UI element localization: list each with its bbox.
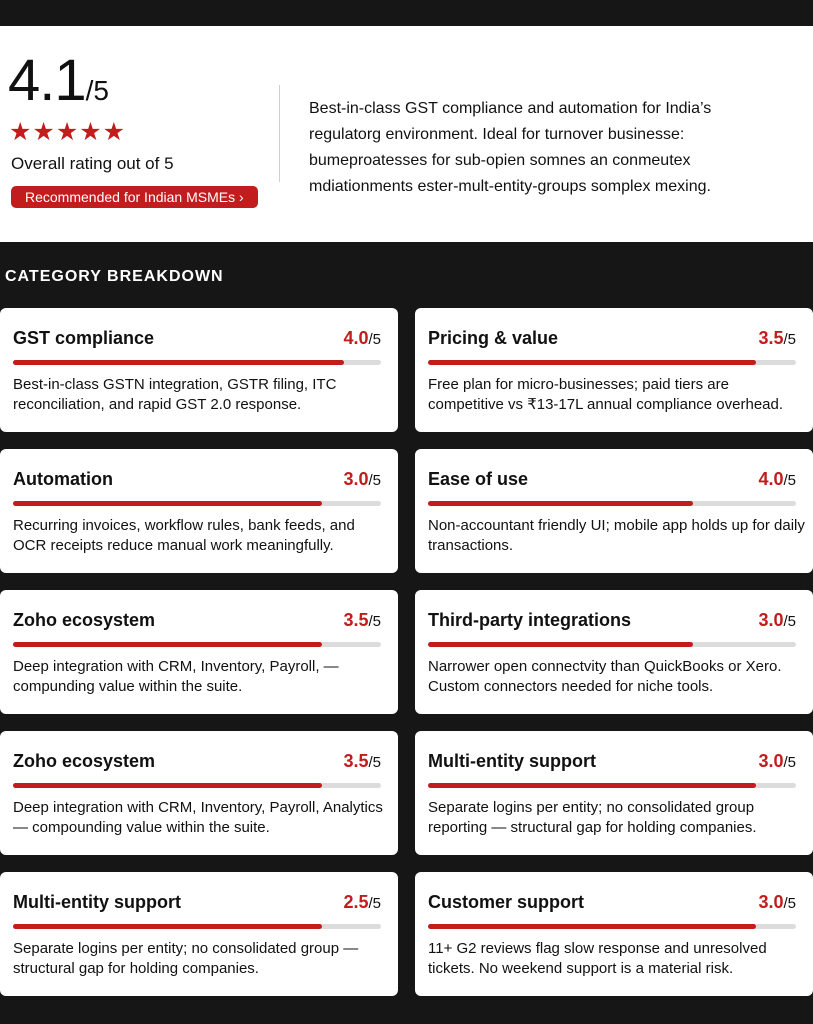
category-name: Ease of use [428,469,529,489]
score-bar-track [428,360,796,365]
category-breakdown-heading: CATEGORY BREAKDOWN [5,268,224,285]
category-score-value: 3.5 [758,328,784,348]
category-description: Non-accountant friendly UI; mobile app holds up for daily transactions. [428,517,805,554]
category-name: Multi-entity support [428,751,596,771]
category-name: Zoho ecosystem [13,751,156,771]
summary-line: Best-in-class GST compliance and automation for India’s [309,100,712,117]
summary-line: bumeproatesses for sub-opien somnes an conmeutex [309,152,691,169]
category-description: Deep integration with CRM, Inventory, Payroll, Analytics — compounding value within the suite. [13,799,383,836]
category-score-value: 3.0 [758,610,784,630]
category-name: Multi-entity support [13,892,181,912]
category-card [415,590,813,714]
category-score-value: 3.5 [343,751,369,771]
category-name: Automation [13,469,113,489]
category-score-value: 2.5 [343,892,369,912]
score-bar-fill [428,360,756,365]
category-score [758,892,796,913]
category-score-denominator: /5 [368,472,381,489]
score-bar-track [428,924,796,929]
category-score [343,892,381,913]
category-score-value: 3.0 [758,892,784,912]
star-rating-icon: ★★★★★ [9,118,127,146]
category-card [0,872,398,996]
score-bar-fill [13,642,322,647]
summary-divider [279,85,280,182]
overall-score-denominator: /5 [85,75,109,106]
score-bar-fill [13,783,322,788]
category-name: Zoho ecosystem [13,610,156,630]
overall-score-value: 4.1 [8,48,86,113]
category-description: Separate logins per entity; no consolidated group — structural gap for holding companies. [13,940,359,977]
category-score-denominator: /5 [783,613,796,630]
category-name: GST compliance [13,328,155,348]
category-card [0,308,398,432]
category-score [343,328,381,349]
category-description: Deep integration with CRM, Inventory, Payroll, — compunding value within the suite. [13,658,339,695]
score-bar-fill [428,501,693,506]
recommended-badge-button[interactable]: Recommended for Indian MSMEs › [11,186,258,208]
category-score-denominator: /5 [368,613,381,630]
score-bar-track [13,642,381,647]
score-bar-track [13,924,381,929]
category-score-denominator: /5 [783,895,796,912]
category-description: Narrower open connectvity than QuickBooks or Xero. Custom connectors needed for niche tools. [428,658,782,695]
category-score-value: 4.0 [343,328,369,348]
rating-summary-panel [0,26,813,242]
score-bar-track [13,360,381,365]
summary-line: regulatorg environment. Ideal for turnover businesse: [309,126,685,143]
summary-line: mdiationments ester-mult-entity-groups somplex mexing. [309,178,711,195]
category-description: Separate logins per entity; no consolidated group reporting — structural gap for holding companies. [428,799,757,836]
score-bar-track [13,501,381,506]
category-name: Pricing & value [428,328,559,348]
category-description: 11+ G2 reviews flag slow response and unresolved tickets. No weekend support is a material risk. [428,940,767,977]
category-card [415,731,813,855]
category-card [415,872,813,996]
category-score-value: 3.0 [758,751,784,771]
score-bar-fill [13,924,322,929]
score-bar-track [13,783,381,788]
category-name: Customer support [428,892,585,912]
category-score [343,610,381,631]
score-bar-fill [13,501,322,506]
overall-score [8,48,109,113]
category-score [343,751,381,772]
category-score-denominator: /5 [368,754,381,771]
score-bar-fill [428,642,693,647]
category-score-value: 3.0 [343,469,369,489]
summary-text [309,96,779,200]
category-card [0,449,398,573]
category-card [415,449,813,573]
category-score-denominator: /5 [783,472,796,489]
category-score [758,469,796,490]
category-name: Third-party integrations [428,610,632,630]
score-bar-fill [428,924,756,929]
category-card [0,731,398,855]
category-grid [0,308,813,996]
score-bar-fill [428,783,756,788]
category-card [0,590,398,714]
score-bar-fill [13,360,344,365]
category-description: Best-in-class GSTN integration, GSTR filing, ITC reconciliation, and rapid GST 2.0 response. [13,376,337,413]
score-bar-track [428,501,796,506]
score-bar-track [428,783,796,788]
category-score [758,328,796,349]
category-score [758,610,796,631]
category-score [343,469,381,490]
category-score-denominator: /5 [368,331,381,348]
category-card [415,308,813,432]
category-score-denominator: /5 [368,895,381,912]
category-score-denominator: /5 [783,331,796,348]
score-bar-track [428,642,796,647]
overall-rating-label: Overall rating out of 5 [11,154,174,173]
category-score-value: 3.5 [343,610,369,630]
category-description: Recurring invoices, workflow rules, bank feeds, and OCR receipts reduce manual work meaningfully. [13,517,355,554]
category-score [758,751,796,772]
category-description: Free plan for micro-businesses; paid tiers are competitive vs ₹13-17L annual compliance overhead. [428,376,784,413]
category-score-value: 4.0 [758,469,784,489]
category-score-denominator: /5 [783,754,796,771]
